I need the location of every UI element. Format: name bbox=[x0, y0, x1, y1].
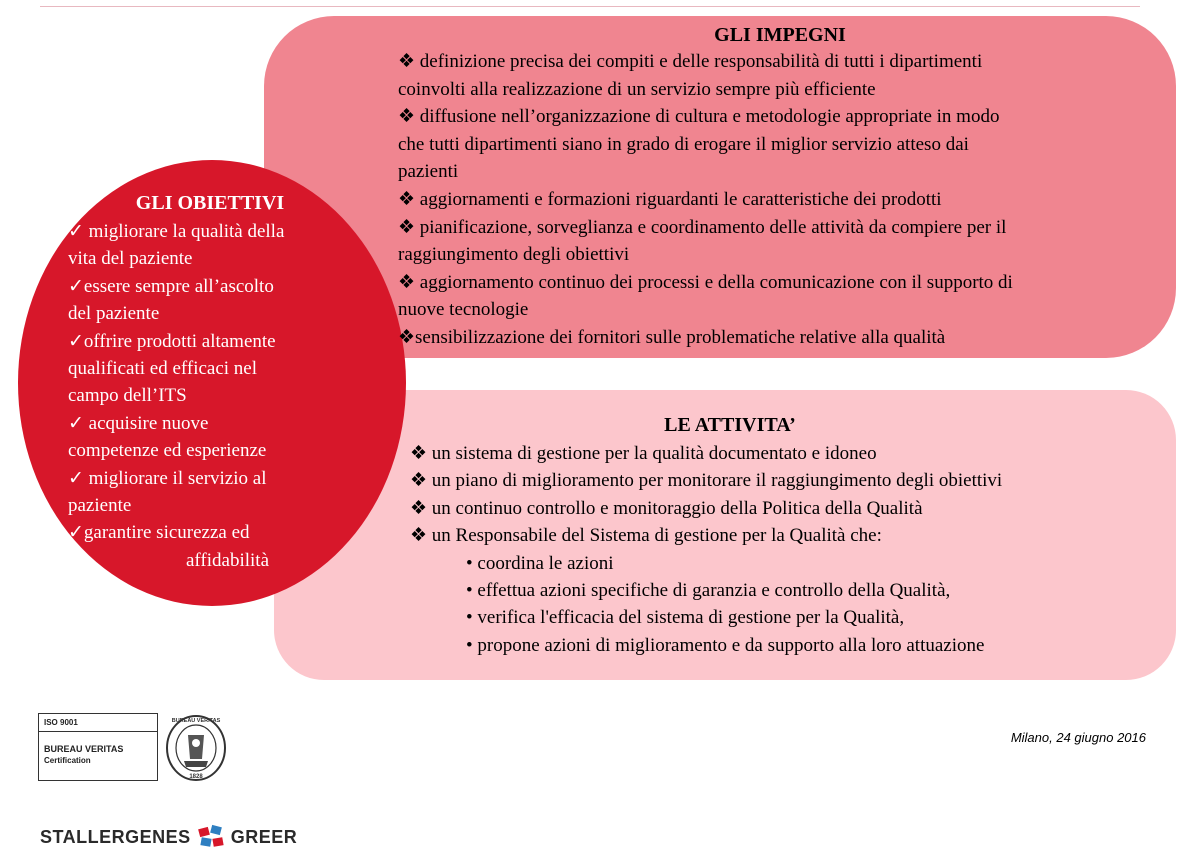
obiettivi-line: competenze ed esperienze bbox=[68, 440, 267, 462]
logo-text-right: GREER bbox=[230, 826, 298, 847]
cert-iso-label: ISO 9001 bbox=[44, 718, 78, 727]
top-divider bbox=[40, 6, 1140, 7]
attivita-line: ❖ un piano di miglioramento per monitorare il raggiungimento degli obiettivi bbox=[410, 470, 1003, 492]
obiettivi-line: ✓ migliorare la qualità della bbox=[68, 221, 285, 242]
impegni-line: ❖ pianificazione, sorveglianza e coordinamento delle attività da compiere per il bbox=[398, 216, 1007, 238]
impegni-line: raggiungimento degli obiettivi bbox=[398, 244, 630, 266]
impegni-line: ❖sensibilizzazione dei fornitori sulle problematiche relative alla qualità bbox=[398, 326, 946, 348]
attivita-subline: • effettua azioni specifiche di garanzia e controllo della Qualità, bbox=[466, 580, 951, 602]
attivita-subline: • verifica l'efficacia del sistema di gestione per la Qualità, bbox=[466, 607, 905, 629]
attivita-title: LE ATTIVITA’ bbox=[664, 414, 796, 436]
obiettivi-line: affidabilità bbox=[186, 549, 270, 571]
obiettivi-title: GLI OBIETTIVI bbox=[135, 192, 285, 214]
stallergenes-greer-logo bbox=[40, 822, 297, 852]
bureau-veritas-seal-icon bbox=[164, 713, 228, 783]
impegni-title: GLI IMPEGNI bbox=[714, 24, 846, 46]
obiettivi-line: vita del paziente bbox=[68, 248, 193, 270]
attivita-subline: • propone azioni di miglioramento e da supporto alla loro attuazione bbox=[466, 634, 985, 656]
impegni-line: nuove tecnologie bbox=[398, 299, 529, 321]
seal-year: 1828 bbox=[189, 774, 203, 780]
obiettivi-line: qualificati ed efficaci nel bbox=[68, 358, 258, 380]
attivita-subline: • coordina le azioni bbox=[466, 552, 614, 574]
document-date: Milano, 24 giugno 2016 bbox=[1010, 730, 1146, 745]
obiettivi-line: paziente bbox=[68, 495, 132, 517]
cert-certification-label: Certification bbox=[44, 756, 91, 765]
impegni-line: pazienti bbox=[398, 161, 459, 183]
impegni-line: ❖ aggiornamenti e formazioni riguardanti le caratteristiche dei prodotti bbox=[398, 188, 942, 210]
obiettivi-line: campo dell’ITS bbox=[68, 385, 187, 407]
certification-block bbox=[38, 713, 220, 783]
impegni-line: ❖ diffusione nell’organizzazione di cultura e metodologie appropriate in modo bbox=[398, 106, 1000, 128]
obiettivi-list bbox=[68, 218, 358, 574]
obiettivi-line: del paziente bbox=[68, 303, 160, 325]
impegni-line: coinvolti alla realizzazione di un servizio sempre più efficiente bbox=[398, 78, 876, 100]
impegni-line: ❖ aggiornamento continuo dei processi e della comunicazione con il supporto di bbox=[398, 271, 1013, 293]
certification-box bbox=[38, 713, 158, 781]
logo-text-left: STALLERGENES bbox=[40, 826, 191, 847]
impegni-line: che tutti dipartimenti siano in grado di erogare il miglior servizio atteso dai bbox=[398, 133, 969, 155]
attivita-line: ❖ un Responsabile del Sistema di gestione per la Qualità che: bbox=[410, 525, 882, 547]
cert-bv-label: BUREAU VERITAS bbox=[44, 744, 124, 754]
obiettivi-line: ✓ migliorare il servizio al bbox=[68, 467, 267, 489]
impegni-list bbox=[398, 48, 1168, 352]
cert-divider bbox=[39, 731, 157, 732]
obiettivi-line: ✓ acquisire nuove bbox=[68, 412, 209, 434]
obiettivi-line: ✓essere sempre all’ascolto bbox=[68, 275, 274, 297]
seal-text: BUREAU VERITAS bbox=[171, 718, 221, 724]
logo-mark-icon bbox=[193, 822, 229, 852]
attivita-line: ❖ un continuo controllo e monitoraggio della Politica della Qualità bbox=[410, 497, 923, 519]
attivita-line: ❖ un sistema di gestione per la qualità documentato e idoneo bbox=[410, 443, 877, 464]
impegni-line: ❖ definizione precisa dei compiti e delle responsabilità di tutti i dipartimenti bbox=[398, 51, 983, 72]
obiettivi-line: ✓garantire sicurezza ed bbox=[68, 522, 250, 544]
attivita-list bbox=[410, 440, 1170, 659]
obiettivi-line: ✓offrire prodotti altamente bbox=[68, 330, 276, 352]
